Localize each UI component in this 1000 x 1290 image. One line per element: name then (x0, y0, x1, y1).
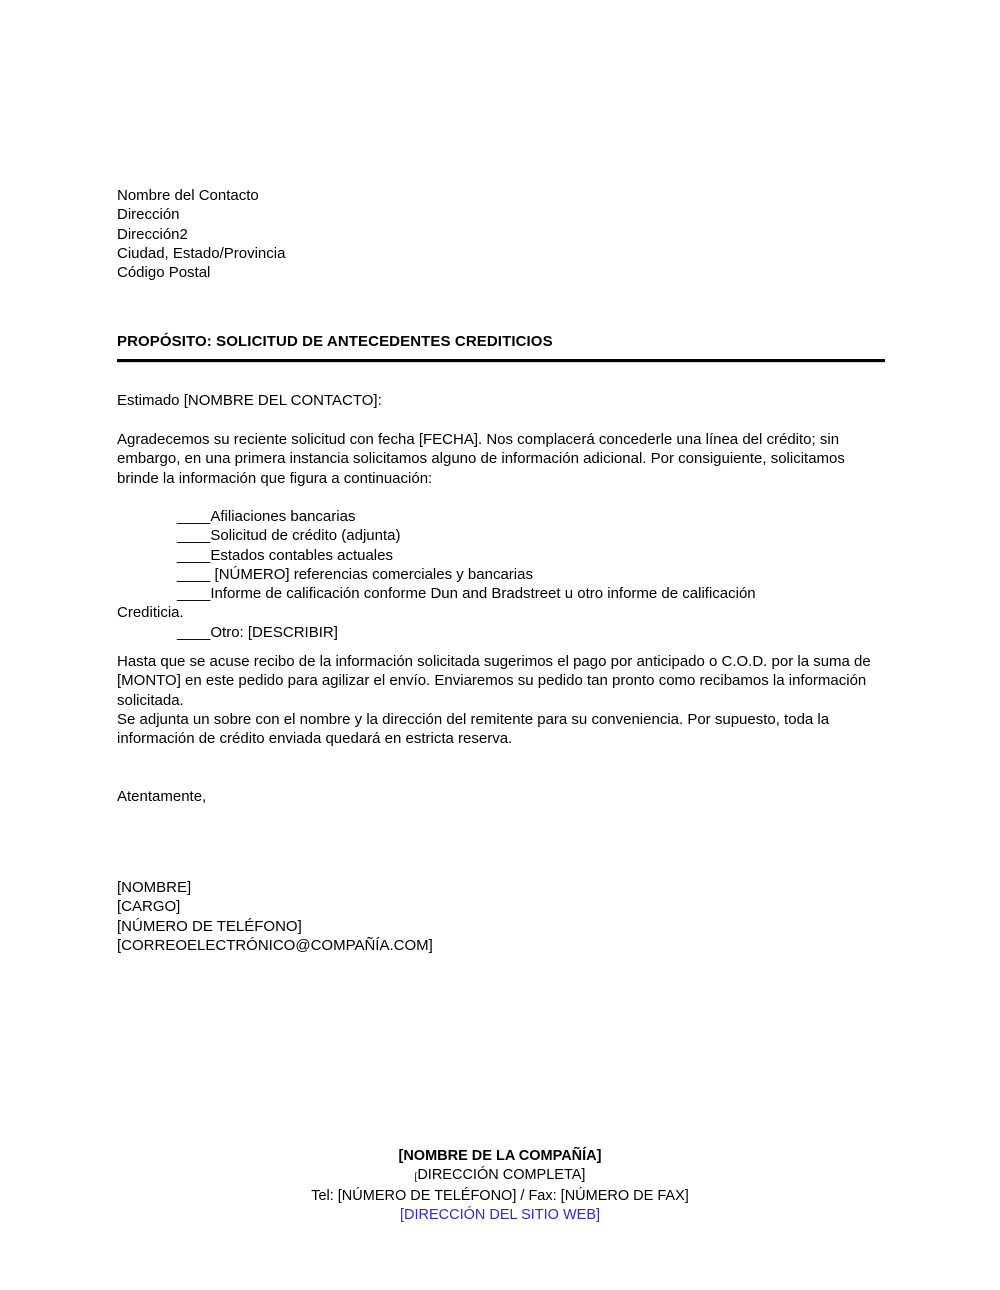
list-item: ____Solicitud de crédito (adjunta) (177, 527, 401, 545)
footer-address-text: DIRECCIÓN COMPLETA] (417, 1166, 586, 1183)
recipient-address-1: Dirección (117, 206, 180, 224)
body-paragraph-2: Se adjunta un sobre con el nombre y la dirección del remitente para su conveniencia. Por supuesto, toda la información de crédito enviada quedará en estricta reserva. (117, 710, 834, 748)
list-item: ____Afiliaciones bancarias (177, 508, 356, 525)
recipient-postal-code: Código Postal (117, 264, 211, 282)
footer-company-name: [NOMBRE DE LA COMPAÑÍA] (398, 1148, 602, 1164)
horizontal-rule (117, 359, 885, 363)
list-item: ____Otro: [DESCRIBIR] (177, 623, 338, 641)
recipient-name: Nombre del Contacto (117, 187, 259, 204)
footer-contact: Tel: [NÚMERO DE TELÉFONO] / Fax: [NÚMERO DE FAX] (311, 1188, 689, 1204)
recipient-address-2: Dirección2 (117, 225, 188, 243)
list-item: ____Informe de calificación conforme Dun and Bradstreet u otro informe de calificación (177, 585, 756, 603)
body-paragraphs (117, 652, 892, 748)
salutation: Estimado [NOMBRE DEL CONTACTO]: (117, 392, 382, 409)
page-footer (0, 1147, 1000, 1224)
signature-block (117, 878, 717, 955)
signature-name: [NOMBRE] (117, 879, 192, 896)
footer-website-link[interactable]: [DIRECCIÓN DEL SITIO WEB] (399, 1206, 601, 1223)
list-item-continuation: Crediticia. (117, 604, 184, 622)
signature-title: [CARGO] (117, 898, 181, 916)
footer-address-open-bracket: [ (414, 1171, 418, 1183)
body-paragraph-1: Hasta que se acuse recibo de la información solicitada sugerimos el pago por anticipado o C.O.D. por la suma de [MONTO] en este pedido para agilizar el envío. Enviaremos su pedido tan pronto como recibamos la información solicitada. (117, 653, 875, 709)
signature-phone: [NÚMERO DE TELÉFONO] (117, 917, 302, 935)
requested-items-list (117, 507, 907, 642)
recipient-address-block (117, 186, 617, 282)
closing-salutation: Atentamente, (117, 788, 207, 805)
intro-paragraph: Agradecemos su reciente solicitud con fecha [FECHA]. Nos complacerá concederle una línea del crédito; sin embargo, en una primera instancia solicitamos alguno de información adicional. Por consiguiente, solicitamos brinde la información que figura a continuación: (117, 431, 850, 487)
signature-email: [CORREOELECTRÓNICO@COMPAÑÍA.COM] (117, 936, 433, 954)
recipient-city-state: Ciudad, Estado/Provincia (117, 244, 286, 262)
list-item: ____Estados contables actuales (177, 546, 393, 564)
footer-address (0, 1166, 1000, 1188)
list-item: ____ [NÚMERO] referencias comerciales y bancarias (177, 565, 533, 583)
subject-heading: PROPÓSITO: SOLICITUD DE ANTECEDENTES CREDITICIOS (117, 333, 553, 350)
